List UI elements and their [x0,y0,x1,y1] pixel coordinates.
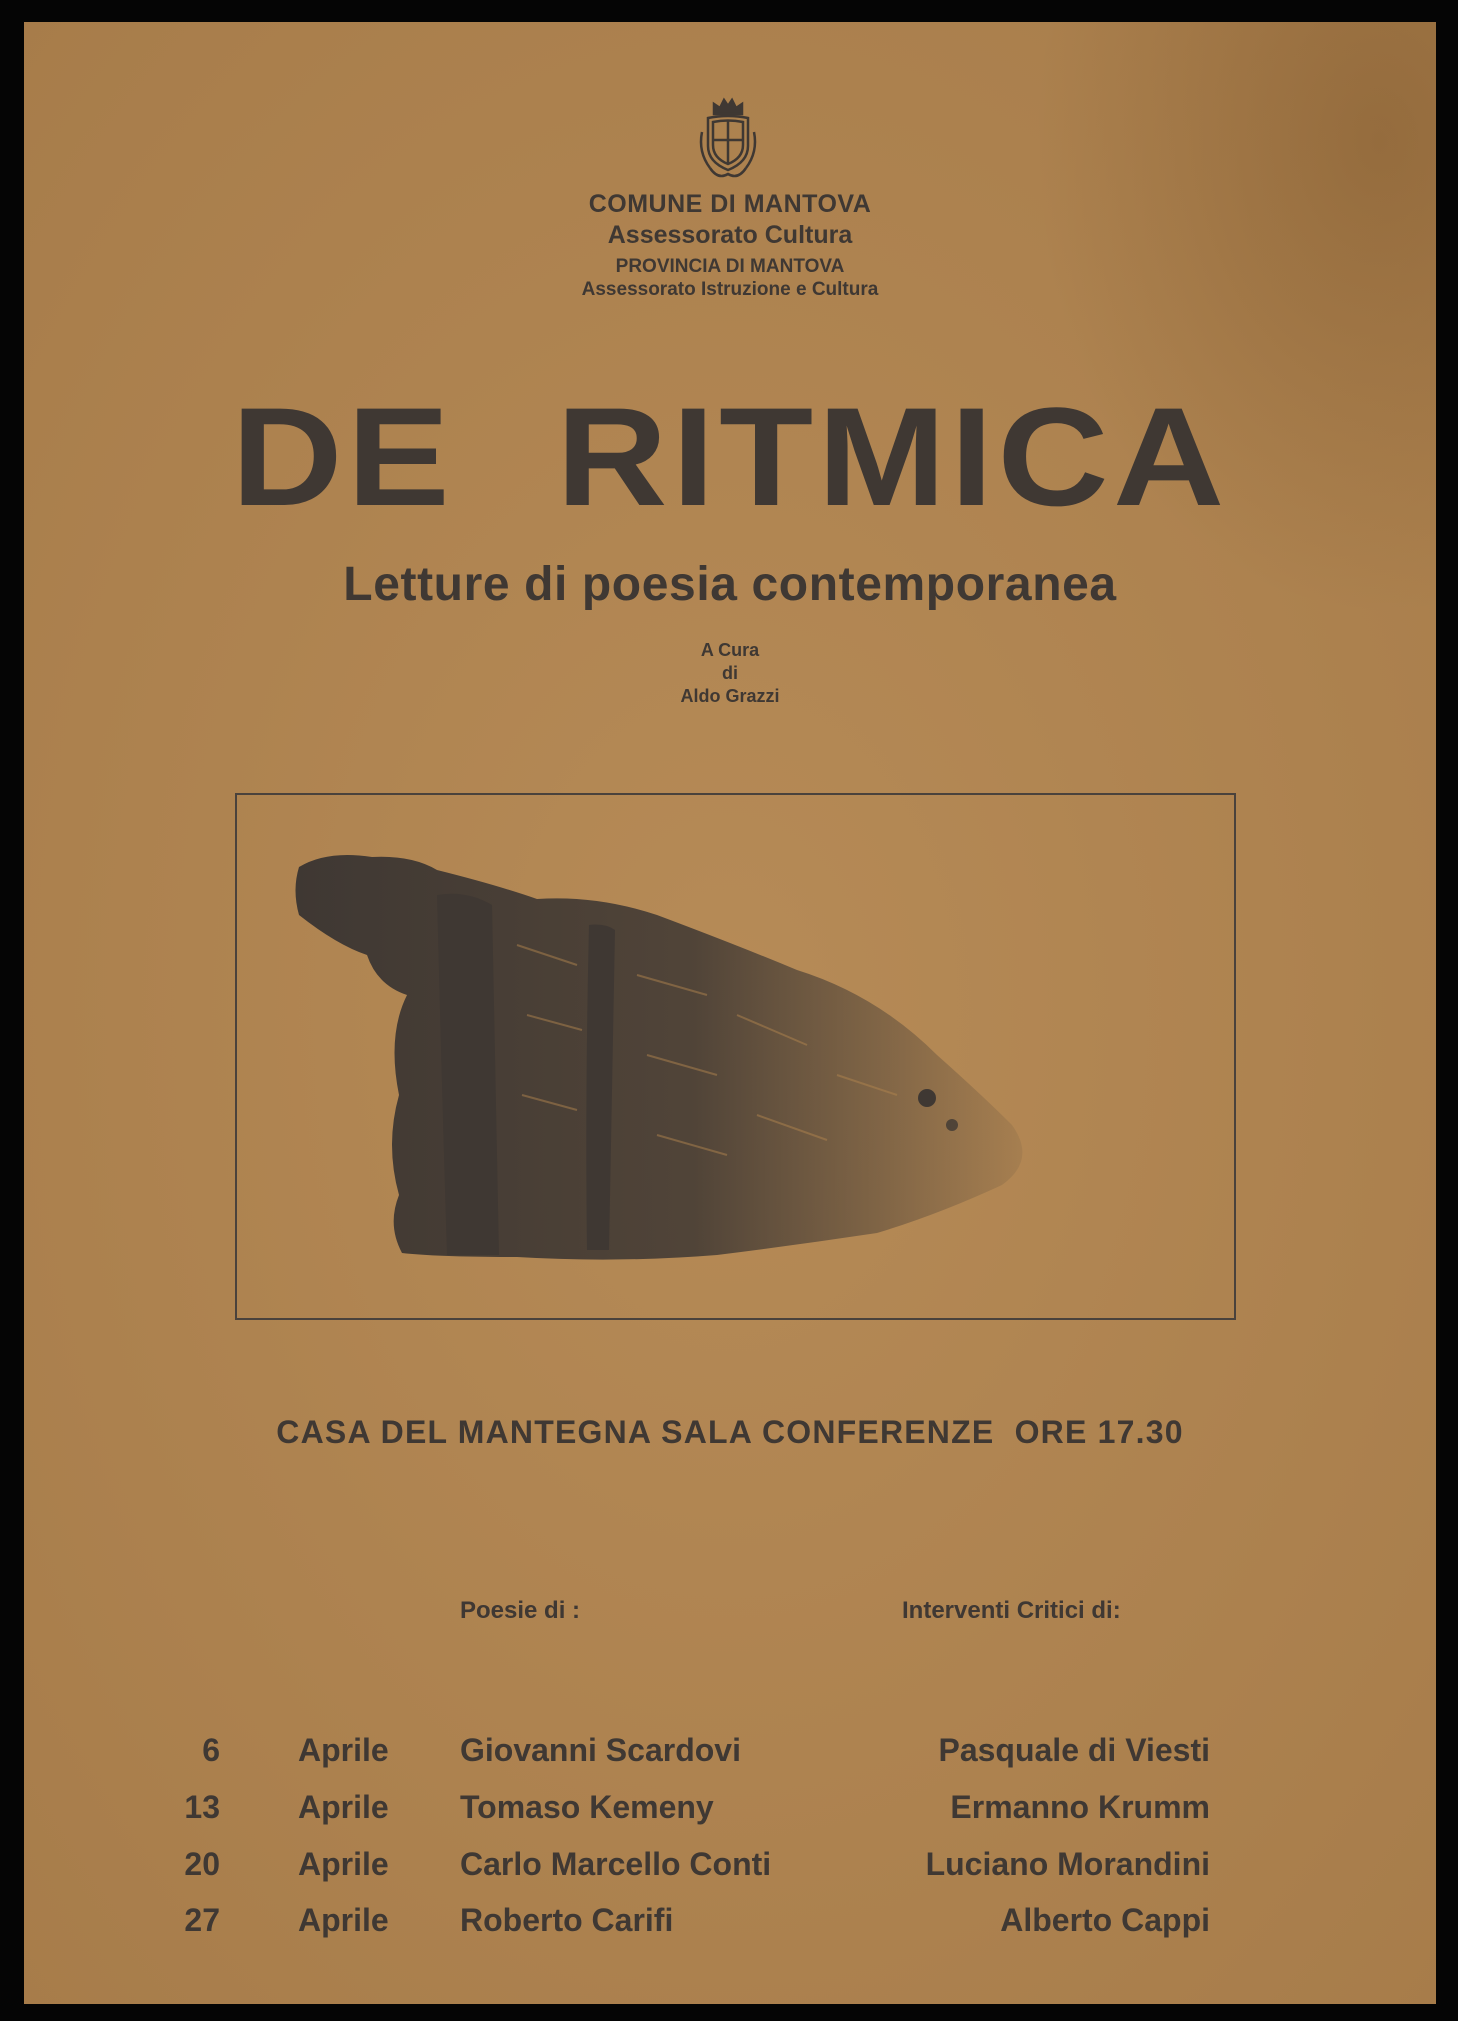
event-day: 6 [202,1732,220,1768]
poster [24,22,1436,2004]
poets-heading: Poesie di : [460,1597,581,1624]
event-month: Aprile [298,1846,389,1882]
event-month: Aprile [298,1732,389,1768]
curator-name: Aldo Grazzi [680,686,780,706]
event-day: 20 [184,1846,220,1882]
schedule-row [24,1902,1436,1942]
abstract-ink-artwork [237,795,1234,1318]
event-critic: Luciano Morandini [925,1846,1210,1882]
poster-title: DE RITMICA [231,378,1229,535]
event-day: 27 [184,1902,220,1938]
organizer-line-2: Assessorato Cultura [607,221,853,249]
critics-heading: Interventi Critici di: [902,1597,1121,1624]
venue-and-time: CASA DEL MANTEGNA SALA CONFERENZE ORE 17.30 [276,1414,1184,1450]
organizer-line-3: PROVINCIA DI MANTOVA [615,256,845,277]
organizer-line-4: Assessorato Istruzione e Cultura [581,279,879,300]
event-poet: Carlo Marcello Conti [460,1846,772,1882]
organizer-line-1: COMUNE DI MANTOVA [588,190,872,218]
artwork-frame [235,793,1236,1320]
event-poet: Tomaso Kemeny [460,1789,714,1825]
event-poet: Roberto Carifi [460,1902,674,1938]
event-day: 13 [184,1789,220,1825]
poster-subtitle: Letture di poesia contemporanea [343,558,1117,611]
curator-line-1: A Cura [700,640,760,660]
schedule-row [24,1846,1436,1886]
event-month: Aprile [298,1789,389,1825]
coat-of-arms-icon [696,92,760,188]
event-month: Aprile [298,1902,389,1938]
schedule-row [24,1732,1436,1772]
schedule-row [24,1789,1436,1829]
event-critic: Alberto Cappi [1000,1902,1210,1938]
event-poet: Giovanni Scardovi [460,1732,741,1768]
curator-line-2: di [722,663,738,683]
event-critic: Pasquale di Viesti [938,1732,1210,1768]
event-critic: Ermanno Krumm [950,1789,1210,1825]
